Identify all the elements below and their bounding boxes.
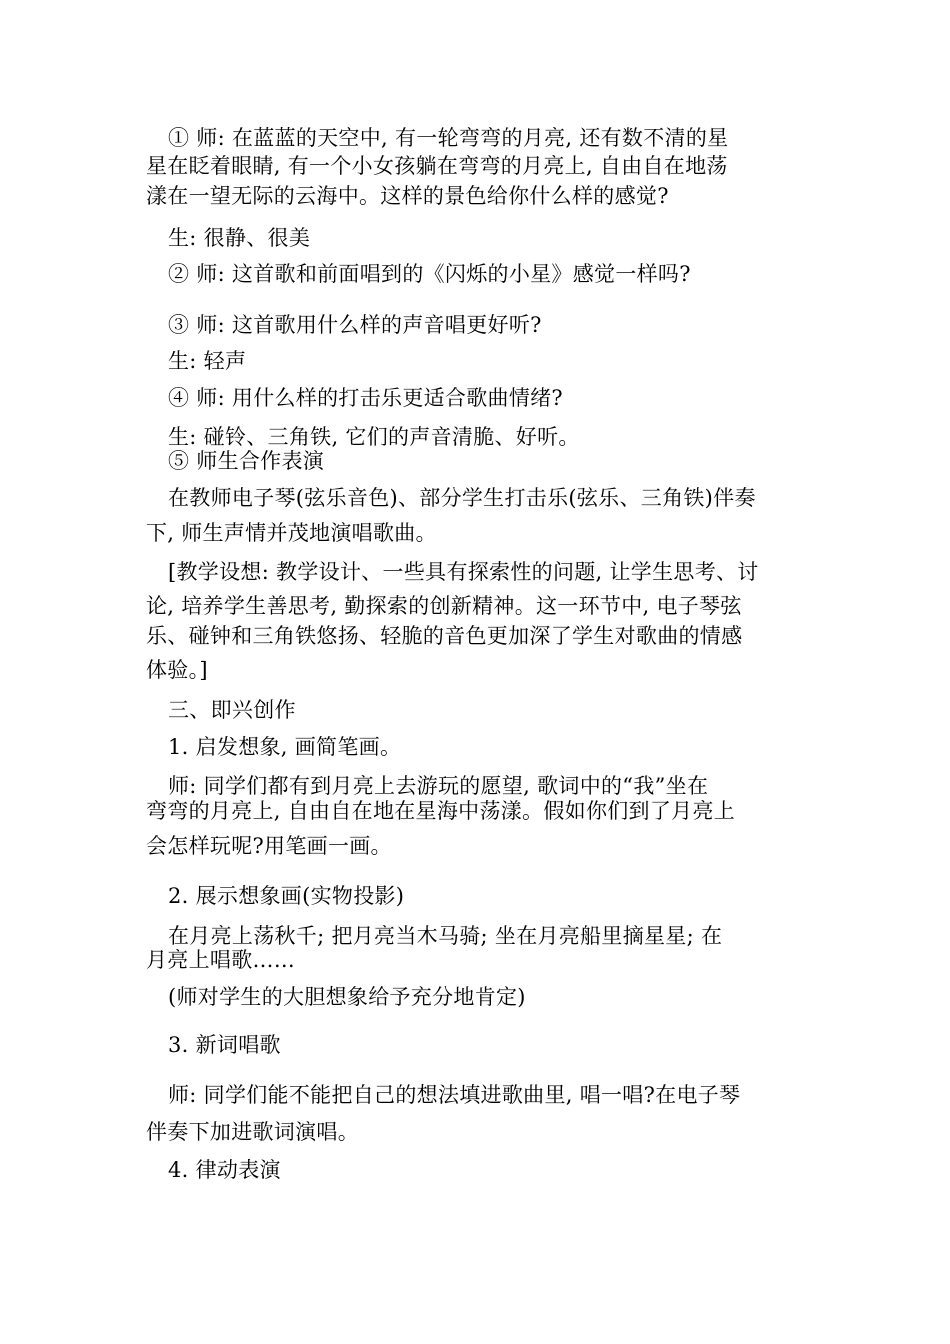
text-line: 生: 轻声 <box>168 349 247 373</box>
text-line: 1. 启发想象, 画简笔画。 <box>168 735 402 759</box>
text-line: 伴奏下加进歌词演唱。 <box>146 1120 359 1144</box>
text-line: 体验。] <box>146 658 208 682</box>
text-line: 师: 同学们能不能把自己的想法填进歌曲里, 唱一唱?在电子琴 <box>168 1083 741 1107</box>
text-line: 乐、碰钟和三角铁悠扬、轻脆的音色更加深了学生对歌曲的情感 <box>146 624 743 648</box>
text-line: 会怎样玩呢?用笔画一画。 <box>146 834 392 858</box>
text-line: [教学设想: 教学设计、一些具有探索性的问题, 让学生思考、讨 <box>168 560 759 584</box>
text-line: ④ 师: 用什么样的打击乐更适合歌曲情绪? <box>168 386 563 410</box>
text-line: 下, 师生声情并茂地演唱歌曲。 <box>146 521 437 545</box>
text-line: ② 师: 这首歌和前面唱到的《闪烁的小星》感觉一样吗? <box>168 262 691 286</box>
text-line: 在月亮上荡秋千; 把月亮当木马骑; 坐在月亮船里摘星星; 在 <box>168 924 723 948</box>
text-line: 论, 培养学生善思考, 勤探索的创新精神。这一环节中, 电子琴弦 <box>146 594 742 618</box>
text-line: ③ 师: 这首歌用什么样的声音唱更好听? <box>168 313 542 337</box>
text-line: 2. 展示想象画(实物投影) <box>168 884 405 908</box>
text-line: 星在眨着眼睛, 有一个小女孩躺在弯弯的月亮上, 自由自在地荡 <box>146 154 728 178</box>
text-line: 月亮上唱歌…… <box>146 948 296 972</box>
section-heading: 三、即兴创作 <box>168 698 296 722</box>
text-line: 3. 新词唱歌 <box>168 1033 281 1057</box>
text-line: 4. 律动表演 <box>168 1158 281 1182</box>
text-line: ① 师: 在蓝蓝的天空中, 有一轮弯弯的月亮, 还有数不清的星 <box>168 126 729 150</box>
text-line: 漾在一望无际的云海中。这样的景色给你什么样的感觉? <box>146 184 669 208</box>
text-line: 弯弯的月亮上, 自由自在地在星海中荡漾。假如你们到了月亮上 <box>146 799 736 823</box>
text-line: 师: 同学们都有到月亮上去游玩的愿望, 歌词中的“我”坐在 <box>168 774 709 798</box>
text-line: 生: 碰铃、三角铁, 它们的声音清脆、好听。 <box>168 425 580 449</box>
text-line: ⑤ 师生合作表演 <box>168 449 325 473</box>
text-line: 在教师电子琴(弦乐音色)、部分学生打击乐(弦乐、三角铁)伴奏 <box>168 486 756 510</box>
text-line: (师对学生的大胆想象给予充分地肯定) <box>168 985 526 1009</box>
text-line: 生: 很静、很美 <box>168 226 311 250</box>
